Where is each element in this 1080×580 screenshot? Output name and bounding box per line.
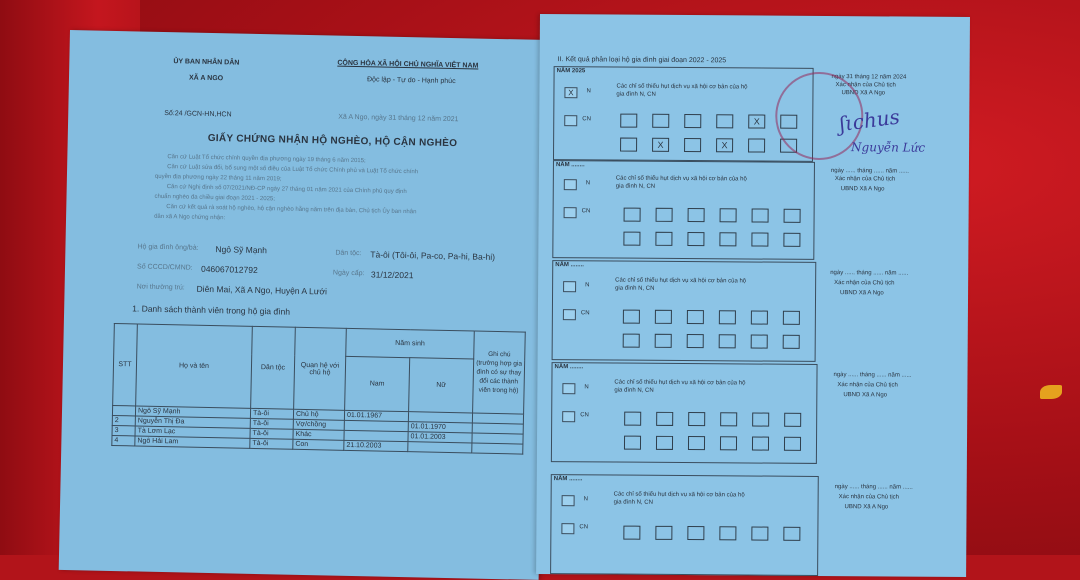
- n-label: N: [585, 282, 590, 289]
- cell-name: Ngô Hải Lam: [135, 436, 250, 448]
- cell-name: Tà Lơm Lạc: [135, 426, 250, 438]
- n-checkbox[interactable]: [562, 383, 575, 394]
- indicator-box[interactable]: [655, 232, 672, 246]
- cell-name: Ngô Sỹ Mạnh: [135, 406, 250, 418]
- col-relation: Quan hệ với chủ hộ: [294, 327, 347, 410]
- cell-stt: 3: [112, 425, 135, 435]
- cn-label: CN: [579, 524, 589, 531]
- indicator-box[interactable]: [784, 209, 801, 223]
- basis-line: chuẩn nghèo đa chiều giai đoạn 2021 - 2025;: [154, 193, 275, 203]
- year-label: NĂM 2025: [556, 68, 586, 75]
- cn-checkbox[interactable]: [562, 411, 575, 422]
- year-label: NĂM ........: [554, 364, 584, 371]
- cell-female: [408, 442, 472, 453]
- col-female: Nữ: [409, 358, 474, 413]
- indicator-box[interactable]: [751, 526, 768, 540]
- members-heading: 1. Danh sách thành viên trong hộ gia đình: [132, 303, 291, 317]
- commune-name: XÃ A NGO: [188, 74, 224, 83]
- cn-checkbox[interactable]: [563, 309, 576, 320]
- indicator-box[interactable]: [652, 114, 669, 128]
- indicator-box[interactable]: [655, 310, 672, 324]
- indicator-box[interactable]: [783, 311, 800, 325]
- indicator-box[interactable]: [751, 232, 768, 246]
- cell-name: Nguyễn Thị Đa: [135, 416, 250, 428]
- confirm-title: Xác nhận của Chủ tịch: [837, 382, 898, 389]
- signer-name: Nguyễn Lức: [851, 140, 926, 155]
- cell-ethnic: Tà-ôi: [250, 418, 293, 429]
- year-block: [550, 474, 819, 576]
- indicator-box[interactable]: [687, 526, 704, 540]
- indicator-box[interactable]: [783, 233, 800, 247]
- indicator-label-2: gia đình N, CN: [615, 285, 655, 292]
- chairman-signature: ʃιchus: [837, 104, 902, 137]
- indicator-box[interactable]: [716, 114, 733, 128]
- members-table: [111, 323, 525, 455]
- indicator-label-2: gia đình N, CN: [613, 499, 653, 506]
- n-label: N: [585, 180, 591, 187]
- issue-date-value: 31/12/2021: [370, 269, 414, 281]
- indicator-box[interactable]: [751, 334, 768, 348]
- indicator-label: Các chỉ số thiếu hụt dịch vụ xã hội cơ bản của hộ: [615, 175, 747, 183]
- residence-label: Nơi thường trú:: [136, 283, 185, 292]
- cell-male: 01.01.1967: [344, 410, 408, 421]
- confirm-agency: UBND Xã A Ngo: [844, 504, 889, 511]
- issue-date-label: Ngày cấp:: [332, 269, 365, 278]
- indicator-box[interactable]: [783, 527, 800, 541]
- indicator-box[interactable]: [684, 114, 701, 128]
- indicator-box[interactable]: [719, 232, 736, 246]
- basis-line: quyền địa phương ngày 22 tháng 11 năm 2019;: [154, 173, 282, 183]
- cell-relation: Chủ hộ: [293, 409, 344, 420]
- indicator-box[interactable]: [623, 526, 640, 540]
- indicator-box[interactable]: X: [716, 138, 733, 152]
- n-checkbox[interactable]: [564, 179, 577, 190]
- indicator-box[interactable]: [684, 138, 701, 152]
- national-motto: Độc lập - Tự do - Hạnh phúc: [366, 76, 456, 86]
- cell-relation: Khác: [293, 429, 344, 440]
- indicator-box[interactable]: [784, 437, 801, 451]
- indicator-box[interactable]: [748, 138, 765, 152]
- cn-label: CN: [582, 116, 591, 123]
- country-name: CỘNG HÒA XÃ HỘI CHỦ NGHĨA VIỆT NAM: [337, 59, 479, 70]
- cell-relation: Con: [293, 439, 344, 450]
- indicator-box[interactable]: [719, 310, 736, 324]
- year-block: [552, 160, 815, 260]
- certificate-booklet: [70, 12, 970, 572]
- indicator-box[interactable]: [784, 413, 801, 427]
- confirm-agency: UBND Xã A Ngo: [840, 290, 884, 297]
- household-head-value: Ngô Sỹ Mạnh: [215, 244, 268, 256]
- indicator-box[interactable]: X: [652, 138, 669, 152]
- col-name: Họ và tên: [136, 324, 253, 408]
- indicator-box[interactable]: [656, 436, 673, 450]
- indicator-box[interactable]: [687, 310, 704, 324]
- confirm-date: ngày ...... tháng ...... năm ......: [830, 270, 909, 277]
- classification-section-title: II. Kết quả phân loại hộ gia đình giai đoạn 2022 - 2025: [557, 56, 727, 65]
- n-label: N: [586, 88, 591, 95]
- confirm-date: ngày ...... tháng ...... năm ......: [833, 372, 912, 379]
- cell-stt: 4: [112, 435, 135, 445]
- indicator-box[interactable]: [624, 412, 641, 426]
- ethnic-label: Dân tộc:: [335, 249, 362, 258]
- indicator-box[interactable]: [719, 334, 736, 348]
- indicator-label: Các chỉ số thiếu hụt dịch vụ xã hội cơ bản của hộ: [615, 277, 747, 285]
- indicator-box[interactable]: [687, 334, 704, 348]
- cell-note: [472, 443, 523, 454]
- yellow-leaf: [1040, 385, 1062, 399]
- cn-checkbox[interactable]: [561, 523, 574, 534]
- cell-ethnic: Tà-ôi: [250, 438, 293, 449]
- indicator-box[interactable]: [688, 412, 705, 426]
- household-head-label: Hộ gia đình ông/bà:: [137, 243, 199, 252]
- confirm-agency: UBND Xã A Ngo: [840, 186, 885, 193]
- cn-checkbox[interactable]: [564, 115, 577, 126]
- basis-line: Căn cứ Luật Tổ chức chính quyền địa phương ngày 19 tháng 6 năm 2015;: [167, 154, 366, 165]
- year-label: NĂM ........: [553, 476, 583, 483]
- n-checkbox[interactable]: [563, 281, 576, 292]
- indicator-label-2: gia đình N, CN: [614, 387, 654, 394]
- confirm-date: ngày 31 tháng 12 năm 2024: [831, 74, 907, 81]
- cell-relation: Vợ/chồng: [293, 419, 344, 430]
- col-ethnic: Dân tộc: [251, 326, 296, 409]
- cn-checkbox[interactable]: [564, 207, 577, 218]
- confirm-title: Xác nhận của Chủ tịch: [834, 280, 895, 287]
- cell-stt: [112, 405, 135, 415]
- basis-line: dân xã A Ngo chứng nhận:: [154, 213, 226, 222]
- year-label: NĂM ........: [555, 162, 585, 169]
- confirm-agency: UBND Xã A Ngo: [843, 392, 888, 399]
- indicator-box[interactable]: [720, 208, 737, 222]
- indicator-box[interactable]: [783, 335, 800, 349]
- confirm-date: ngày ...... tháng ...... năm ......: [834, 484, 913, 491]
- confirm-date: ngày ...... tháng ...... năm ......: [830, 168, 909, 175]
- cell-ethnic: Tà-ôi: [250, 428, 293, 439]
- indicator-box[interactable]: [623, 310, 640, 324]
- indicator-box[interactable]: [656, 208, 673, 222]
- cn-label: CN: [580, 412, 589, 419]
- basis-line: Căn cứ Luật sửa đổi, bổ sung một số điều của Luật Tổ chức Chính phủ và Luật Tổ chức chính: [167, 164, 419, 176]
- year-label: NĂM ........: [555, 262, 584, 269]
- indicator-label: Các chỉ số thiếu hụt dịch vụ xã hội cơ bản của hộ: [616, 83, 748, 91]
- indicator-box[interactable]: [688, 436, 705, 450]
- n-label: N: [584, 384, 589, 391]
- cn-label: CN: [580, 310, 590, 317]
- cell-ethnic: Tà-ôi: [250, 408, 293, 419]
- indicator-label-2: gia đình N, CN: [615, 183, 656, 190]
- indicator-box[interactable]: [655, 526, 672, 540]
- indicator-box[interactable]: [751, 310, 768, 324]
- basis-line: Căn cứ Nghị định số 07/2021/NĐ-CP ngày 27 tháng 01 năm 2021 của Chính phủ quy định: [166, 184, 407, 196]
- year-block: [551, 362, 818, 464]
- confirm-title: Xác nhận của Chủ tịch: [835, 82, 896, 89]
- certificate-title: GIẤY CHỨNG NHẬN HỘ NGHÈO, HỘ CẬN NGHÈO: [207, 132, 458, 150]
- n-label: N: [583, 496, 588, 503]
- document-number: Số:24 /GCN-HN,HCN: [164, 109, 232, 119]
- confirm-agency: UBND Xã A Ngo: [841, 90, 886, 97]
- basis-line: Căn cứ kết quả rà soát hộ nghèo, hộ cận nghèo hằng năm trên địa bàn, Chủ tịch Ủy ban nhân: [166, 204, 417, 216]
- indicator-box[interactable]: [623, 232, 640, 246]
- indicator-box[interactable]: X: [748, 114, 765, 128]
- col-male: Nam: [345, 356, 410, 411]
- indicator-box[interactable]: [655, 334, 672, 348]
- right-page: [536, 14, 970, 577]
- indicator-box[interactable]: [687, 232, 704, 246]
- agency-name: ỦY BAN NHÂN DÂN: [173, 58, 240, 67]
- cell-female: 01.01.2003: [408, 432, 472, 443]
- n-checkbox[interactable]: [562, 495, 575, 506]
- ethnic-value: Tà-ôi (Tôi-ôi, Pa-co, Pa-hi, Ba-hi): [370, 249, 496, 262]
- place-date: Xã A Ngo, ngày 31 tháng 12 năm 2021: [338, 113, 459, 124]
- n-checkbox[interactable]: X: [564, 87, 577, 98]
- indicator-box[interactable]: [624, 208, 641, 222]
- id-label: Số CCCD/CMND:: [136, 263, 193, 272]
- indicator-box[interactable]: [752, 436, 769, 450]
- indicator-box[interactable]: [720, 436, 737, 450]
- indicator-box[interactable]: [656, 412, 673, 426]
- col-note: Ghi chú (trường hợp gia đình có sự thay đổi các thành viên trong hộ): [473, 331, 526, 414]
- indicator-box[interactable]: [752, 208, 769, 222]
- indicator-box[interactable]: [623, 334, 640, 348]
- indicator-box[interactable]: [688, 208, 705, 222]
- indicator-label: Các chỉ số thiếu hụt dịch vụ xã hội cơ bản của hộ: [614, 379, 746, 387]
- cell-female: 01.01.1970: [408, 422, 472, 433]
- indicator-box[interactable]: [624, 436, 641, 450]
- indicator-box[interactable]: [720, 412, 737, 426]
- id-value: 046067012792: [200, 263, 258, 275]
- col-stt: STT: [113, 323, 138, 405]
- year-block: [552, 260, 817, 362]
- indicator-label: Các chỉ số thiếu hụt dịch vụ xã hội cơ bản của hộ: [613, 491, 745, 499]
- indicator-box[interactable]: [620, 138, 637, 152]
- indicator-box[interactable]: [620, 114, 637, 128]
- cn-label: CN: [581, 208, 591, 215]
- confirm-title: Xác nhận của Chủ tịch: [834, 176, 896, 183]
- col-birth-year: Năm sinh: [346, 328, 475, 359]
- cell-male: 21.10.2003: [344, 440, 408, 451]
- residence-value: Diên Mai, Xã A Ngo, Huyện A Lưới: [196, 283, 328, 297]
- left-page: [59, 30, 550, 580]
- indicator-box[interactable]: [752, 412, 769, 426]
- indicator-box[interactable]: [719, 526, 736, 540]
- indicator-label-2: gia đình N, CN: [616, 91, 656, 98]
- cell-stt: 2: [112, 415, 135, 425]
- confirm-title: Xác nhận của Chủ tịch: [838, 494, 900, 501]
